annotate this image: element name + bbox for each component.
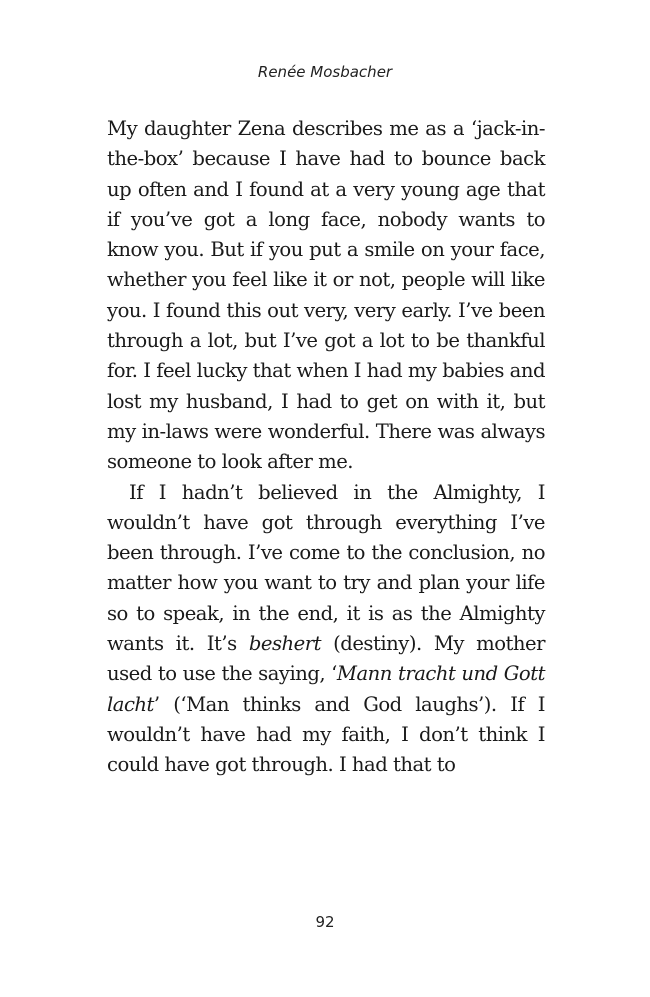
paragraph-2-text-c: ’ (‘Man thinks and God laughs’). If I wouldn’t have had my faith, I don’t think I could have got through. I had that to bbox=[107, 692, 545, 777]
page-number: 92 bbox=[315, 913, 335, 931]
paragraph-1: My daughter Zena describes me as a ‘jack-in-the-box’ because I have had to bounce back up often and I found at a very young age that if you’ve got a long face, nobody wants to know you. But if you put a smile on your face, whether you feel like it or not, people will like you. I found this out very, very early. I’ve been through a lot, but I’ve got a lot to be thankful for. I feel lucky that when I had my babies and lost my husband, I had to get on with it, but my in-laws were wonderful. There was always someone to look after me. bbox=[107, 117, 545, 474]
body-text bbox=[107, 114, 545, 781]
italic-saying: Mann tracht und Gott lacht bbox=[107, 662, 545, 716]
paragraph-2 bbox=[107, 478, 545, 781]
italic-term-beshert: beshert bbox=[248, 632, 321, 656]
paragraph-2-text-b: (destiny). My mother used to use the saying, ‘ bbox=[107, 632, 546, 686]
running-head: Renée Mosbacher bbox=[257, 63, 393, 81]
paragraph-2-text-a: If I hadn’t believed in the Almighty, I wouldn’t have got through everything I’ve been through. I’ve come to the conclusion, no matter how you want to try and plan your life so to speak, in the end, it is as the Almighty wants it. It’s bbox=[107, 480, 545, 656]
